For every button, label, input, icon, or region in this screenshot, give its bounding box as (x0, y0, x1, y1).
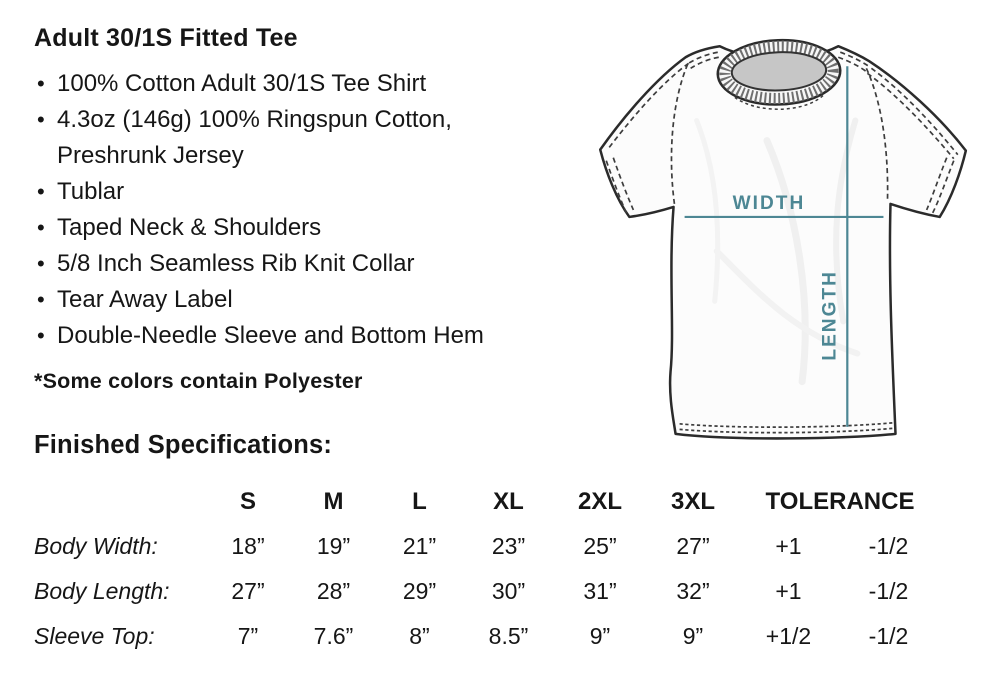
table-cell: +1 (775, 533, 802, 559)
table-cell: 21” (402, 533, 437, 559)
table-cell: -1/2 (868, 578, 909, 604)
table-cell: 9” (682, 623, 704, 649)
table-cell: 8” (409, 623, 430, 649)
table-cell: 29” (402, 578, 437, 604)
feature-item: • 5/8 Inch Seamless Rib Knit Collar (34, 246, 542, 282)
column-header-m: M (323, 487, 344, 515)
table-cell: +1/2 (765, 623, 812, 649)
table-cell: -1/2 (868, 623, 909, 649)
table-cell: 28” (316, 578, 351, 604)
table-cell: 23” (491, 533, 526, 559)
table-cell: 19” (316, 533, 351, 559)
feature-item: • Tear Away Label (34, 282, 542, 318)
table-cell: -1/2 (868, 533, 909, 559)
table-cell: 30” (491, 578, 526, 604)
table-cell: 27” (231, 578, 265, 604)
table-cell: 7” (237, 623, 259, 649)
table-header-empty (30, 479, 205, 524)
size-spec-table (30, 479, 940, 659)
table-cell: 32” (676, 578, 710, 604)
product-title: Adult 30/1S Fitted Tee (34, 24, 298, 52)
table-cell: 31” (583, 578, 617, 604)
table-cell: 18” (231, 533, 265, 559)
column-header-s: S (239, 487, 256, 515)
feature-item: • 4.3oz (146g) 100% Ringspun Cotton, Preshrunk Jersey (34, 102, 542, 174)
column-header-l: L (412, 487, 427, 515)
column-header-3xl: 3XL (670, 487, 715, 515)
row-label-body-length: Body Length: (34, 578, 170, 604)
feature-list (34, 66, 542, 354)
table-cell: +1 (775, 578, 802, 604)
table-cell: 7.6” (313, 623, 354, 649)
table-cell: 8.5” (488, 623, 529, 649)
tshirt-diagram (556, 0, 998, 462)
column-header-xl: XL (493, 487, 524, 515)
feature-item: • 100% Cotton Adult 30/1S Tee Shirt (34, 66, 542, 102)
width-label: WIDTH (732, 192, 806, 214)
feature-item: • Tublar (34, 174, 542, 210)
polyester-note: *Some colors contain Polyester (34, 369, 363, 393)
row-label-body-width: Body Width: (34, 533, 158, 559)
specs-heading: Finished Specifications: (34, 431, 333, 459)
table-cell: 9” (589, 623, 611, 649)
row-label-sleeve-top: Sleeve Top: (34, 623, 155, 649)
column-header-tolerance: TOLERANCE (765, 487, 915, 515)
length-label: LENGTH (819, 270, 841, 361)
product-info (34, 24, 542, 460)
table-cell: 27” (676, 533, 710, 559)
column-header-2xl: 2XL (577, 487, 622, 515)
table-cell: 25” (583, 533, 617, 559)
feature-item: • Double-Needle Sleeve and Bottom Hem (34, 318, 542, 354)
feature-item: • Taped Neck & Shoulders (34, 210, 542, 246)
